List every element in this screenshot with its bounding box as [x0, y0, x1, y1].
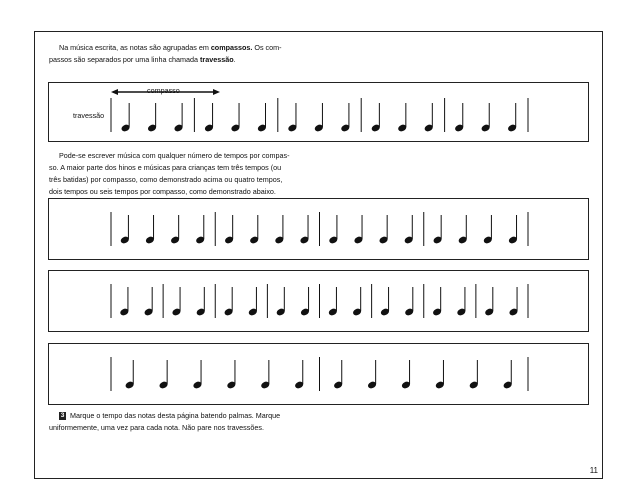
- arrow-right-head: [213, 89, 220, 95]
- page-number: 11: [589, 466, 598, 475]
- middle-paragraph: Pode-se escrever música com qualquer número de tempos por compas- so. A maior parte dos hinos e músicas para crianças tem três tempos (ou três batidas) por compasso, como demonstrado acima ou quatro tempos, dois tempos ou seis tempos por compasso, como demonstrado abaixo.: [49, 151, 290, 196]
- exercise-number: 3: [60, 412, 65, 420]
- travessao-label: travessão: [73, 111, 105, 120]
- arrow-left-head: [111, 89, 118, 95]
- compasso-label: compasso: [147, 86, 180, 95]
- instruction-paragraph: 3 Marque o tempo das notas desta página batendo palmas. Marque uniformemente, uma vez para cada nota. Não pare nos travessões.: [49, 411, 281, 432]
- intro-paragraph: Na música escrita, as notas são agrupadas em compassos. Os com- passos são separados por uma linha chamada travessão.: [49, 43, 282, 64]
